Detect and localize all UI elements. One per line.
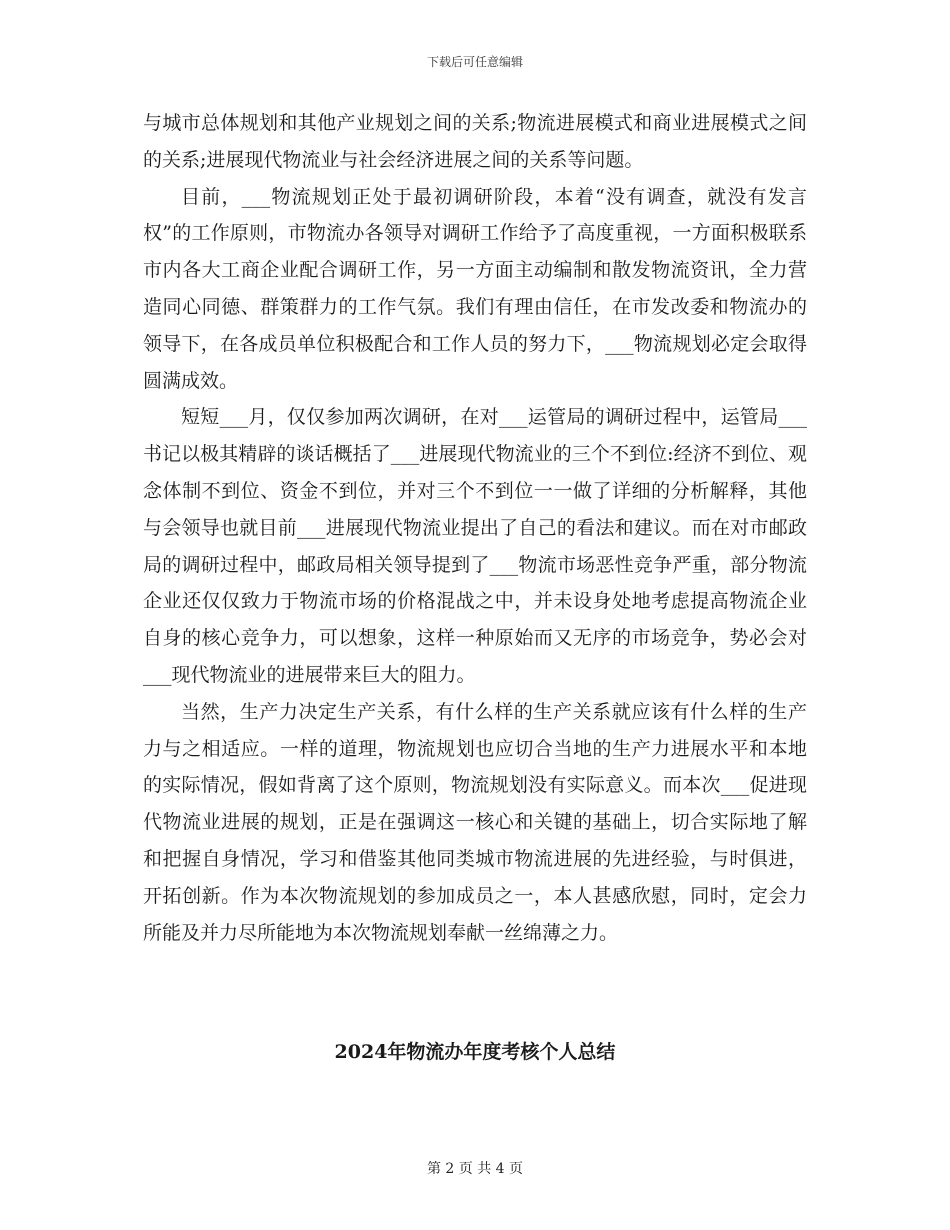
paragraph-research-findings: 短短___月，仅仅参加两次调研，在对___运管局的调研过程中，运管局___书记以极其精辟的谈话概括了___进展现代物流业的三个不到位:经济不到位、观念体制不到位、资金不到位，并对三个不到位一一做了详细的分析解释，其他与会领导也就目前___进展现代物流业提出了自己的看法和建议。而在对市邮政局的调研过程中，邮政局相关领导提到了___物流市场恶性竞争严重，部分物流企业还仅仅致力于物流市场的价格混战之中，并未设身处地考虑提高物流企业自身的核心竞争力，可以想象，这样一种原始而又无序的市场竞争，势必会对___现代物流业的进展带来巨大的阻力。 (143, 406, 807, 686)
document-body (143, 105, 807, 951)
paragraph-research-stage: 目前，___物流规划正处于最初调研阶段，本着“没有调查，就没有发言权”的工作原则，市物流办各领导对调研工作给予了高度重视，一方面积极联系市内各大工商企业配合调研工作，另一方面主动编制和散发物流资讯，全力营造同心同德、群策群力的工作气氛。我们有理由信任，在市发改委和物流办的领导下，在各成员单位积极配合和工作人员的努力下，___物流规划必定会取得圆满成效。 (143, 185, 807, 392)
paragraph-conclusion: 当然，生产力决定生产关系，有什么样的生产关系就应该有什么样的生产力与之相适应。一样的道理，物流规划也应切合当地的生产力进展水平和本地的实际情况，假如背离了这个原则，物流规划没有实际意义。而本次___促进现代物流业进展的规划，正是在强调这一核心和关键的基础上，切合实际地了解和把握自身情况，学习和借鉴其他同类城市物流进展的先进经验，与时俱进，开拓创新。作为本次物流规划的参加成员之一，本人甚感欣慰，同时，定会力所能及并力尽所能地为本次物流规划奉献一丝绵薄之力。 (143, 700, 807, 944)
page-number: 第 2 页 共 4 页 (426, 1161, 524, 1177)
paragraph-continuation: 与城市总体规划和其他产业规划之间的关系;物流进展模式和商业进展模式之间的关系;进展现代物流业与社会经济进展之间的关系等问题。 (143, 112, 807, 171)
page-header-note: 下载后可任意编辑 (426, 55, 523, 69)
section-heading: 2024年物流办年度考核个人总结 (334, 1041, 616, 1063)
